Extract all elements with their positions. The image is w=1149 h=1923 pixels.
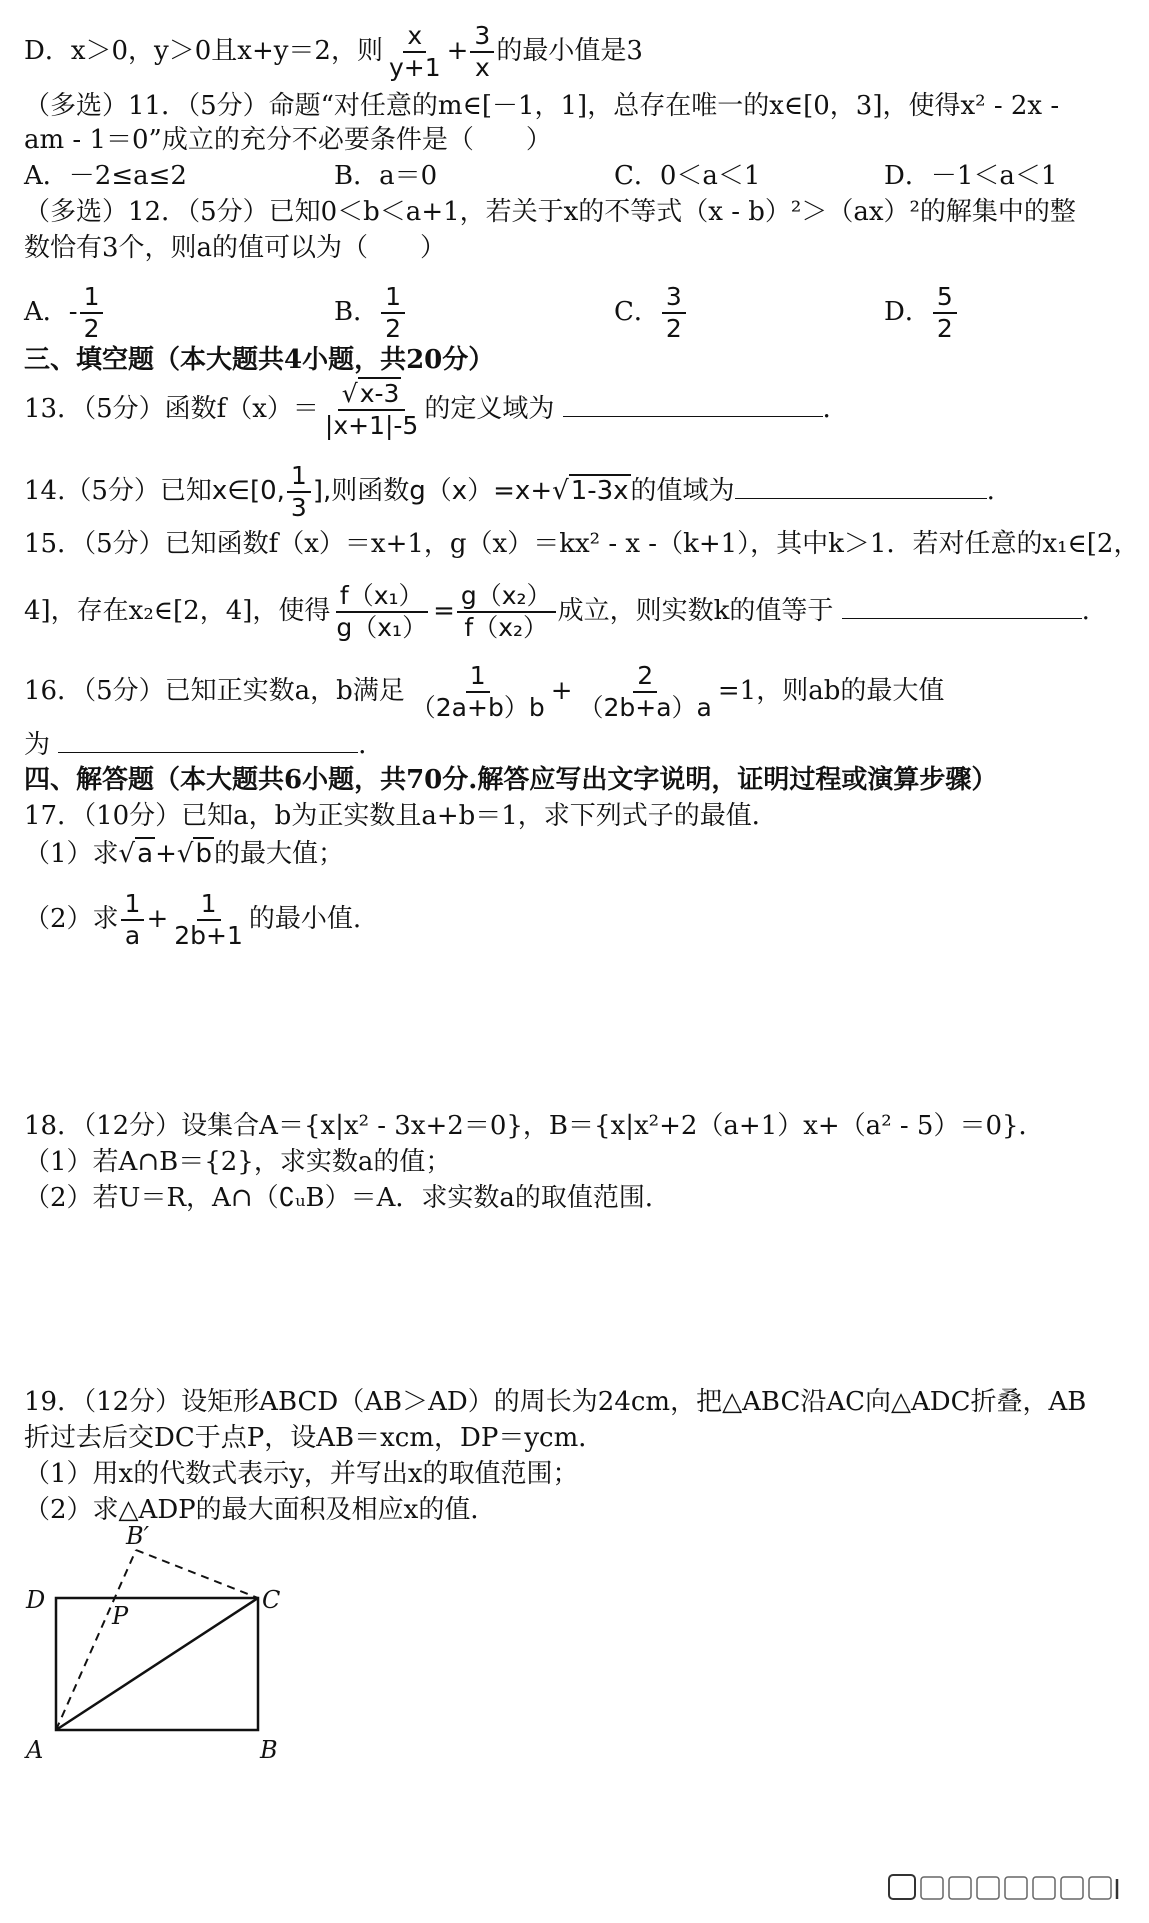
q19-part2: （2）求△ADP的最大面积及相应x的值． [24, 1495, 497, 1525]
q11-line1: （多选）11．（5分）命题“对任意的m∈[－1，1]，总存在唯一的x∈[0，3]，使得x² - 2x - [24, 91, 1060, 121]
equals: = [433, 596, 455, 626]
label-c: C [262, 1586, 281, 1614]
fold-line-b-prime-c [136, 1550, 258, 1598]
denominator: y+1 [388, 53, 441, 82]
denominator: 3 [290, 493, 307, 522]
radicand: b [195, 839, 212, 869]
q14: 14.（5分）已知x∈[0, $\frac{1}{3}$ ],则函数g（x）=x+√1-3x的值域为 . [24, 461, 995, 522]
toolbar-box-icon[interactable] [921, 1877, 943, 1899]
fraction [332, 582, 431, 642]
text: 的最大值； [213, 839, 344, 869]
q16-line2: 为 ． [24, 730, 385, 760]
q16-line1 [24, 662, 944, 722]
numerator: 2 [633, 662, 657, 693]
q12-line1: （多选）12．（5分）已知0＜b＜a+1，若关于x的不等式（x - b）²＞（ax）²的解集中的整 [24, 197, 1076, 227]
denominator: 2 [385, 314, 402, 343]
q12-option-c [614, 283, 688, 343]
plus: + [146, 904, 169, 934]
q12-option-d [884, 283, 959, 343]
q17-part1 [24, 838, 344, 870]
denominator: 2b+1 [174, 921, 243, 950]
q11-option-c: C．0＜a＜1 [614, 161, 761, 191]
q19-line1: 19．（12分）设矩形ABCD（AB＞AD）的周长为24cm，把△ABC沿AC向△ADC折叠，AB [24, 1387, 1087, 1417]
numerator: 1 [466, 662, 490, 693]
text: D．x＞0，y＞0且x+y＝2，则 [24, 36, 383, 66]
label-d: D [26, 1586, 46, 1614]
q13: 13．（5分）函数f（x）＝ $\frac{√x-3}{|x+1|-5}$ 的定义域为 ． [24, 379, 849, 440]
q18-part2: （2）若U＝R，A∩（∁ᵤB）＝A．求实数a的取值范围． [24, 1183, 671, 1213]
radicand: 1-3x [570, 476, 629, 506]
q15-line2: 4]，存在x₂∈[2，4]，使得 $\frac{\text{f（x₁）}}{\text{g（x₁）}}$ = $\frac{\text{g（x₂）}}{\text{f（x₂）}}$ 成立，则实数k的值等于 . [24, 581, 1090, 642]
denominator: 2 [665, 314, 682, 343]
denominator: （2a+b）b [410, 693, 545, 722]
radicand: a [137, 839, 154, 869]
answer-blank [58, 728, 358, 753]
text: 14.（5分）已知 [24, 476, 212, 506]
label-b: B [260, 1736, 278, 1764]
denominator: x [474, 53, 490, 82]
q18-part1: （1）若A∩B＝{2}，求实数a的值； [24, 1147, 452, 1177]
page-toolbar[interactable] [887, 1869, 1127, 1903]
toolbar-box-icon[interactable] [1089, 1877, 1111, 1899]
text: 的最小值是3 [496, 36, 643, 66]
q19-line2: 折过去后交DC于点P，设AB＝xcm，DP＝ycm． [24, 1423, 605, 1453]
denominator: （2b+a）a [578, 693, 712, 722]
fraction [385, 22, 445, 82]
q19-part1: （1）用x的代数式表示y，并写出x的取值范围； [24, 1459, 579, 1489]
denominator: g（x₁） [336, 613, 428, 642]
label: C． [614, 297, 660, 327]
q17-part2 [24, 890, 361, 950]
q11-line2: am - 1＝0”成立的充分不必要条件是（ ） [24, 125, 552, 155]
bracket: ], [312, 476, 332, 506]
radicand: x-3 [359, 379, 400, 408]
q10-option-d [24, 22, 643, 82]
fraction [470, 22, 494, 82]
fraction [121, 890, 145, 950]
text: （1）求 [24, 839, 119, 869]
numerator: 1 [197, 890, 221, 921]
sign: - [68, 297, 78, 327]
text: 的定义域为 [424, 394, 555, 424]
text: 4]，存在x₂∈[2，4]，使得 [24, 596, 331, 626]
numerator: g（x₂） [457, 582, 556, 613]
q12-line2: 数恰有3个，则a的值可以为（ ） [24, 233, 447, 263]
q11-option-a: A．－2≤a≤2 [24, 161, 187, 191]
q12-option-a [24, 283, 105, 343]
function-text: g（x）=x+ [409, 476, 553, 506]
q15-line1: 15．（5分）已知函数f（x）＝x+1，g（x）＝kx² - x -（k+1），其中k＞1．若对任意的x₁∈[2， [24, 529, 1140, 559]
fraction [381, 283, 405, 343]
text: 的值域为 [630, 476, 735, 506]
label: B． [334, 297, 380, 327]
label-a: A [26, 1736, 44, 1764]
numerator: 1 [80, 283, 104, 314]
fraction [662, 283, 686, 343]
answer-blank [563, 392, 823, 417]
text: 成立，则实数k的值等于 [557, 596, 834, 626]
numerator: 1 [381, 283, 405, 314]
label: D． [884, 297, 931, 327]
radical: √a [118, 839, 154, 869]
answer-blank [735, 474, 987, 499]
toolbar-box-icon[interactable] [1033, 1877, 1055, 1899]
toolbar-box-icon[interactable] [1061, 1877, 1083, 1899]
plus: + [446, 36, 469, 66]
denominator: f（x₂） [464, 613, 549, 642]
section-fill-in-heading: 三、填空题（本大题共4小题，共20分） [24, 345, 495, 375]
radical: √b [176, 839, 212, 869]
q17-line1: 17．（10分）已知a，b为正实数且a+b＝1，求下列式子的最值． [24, 801, 778, 831]
numerator: 3 [470, 22, 494, 53]
toolbar-box-icon[interactable] [977, 1877, 999, 1899]
toolbar-box-icon[interactable] [1005, 1877, 1027, 1899]
numerator: f（x₁） [336, 582, 428, 613]
q18-line1: 18．（12分）设集合A＝{x|x² - 3x+2＝0}，B＝{x|x²+2（a+1）x+（a² - 5）＝0}． [24, 1111, 1045, 1141]
text: 为 [24, 730, 51, 760]
denominator: 2 [83, 314, 100, 343]
fraction [170, 890, 247, 950]
rectangle-fold-figure [0, 1520, 340, 1770]
denominator: 2 [936, 314, 953, 343]
toolbar-box-icon[interactable] [949, 1877, 971, 1899]
fraction [287, 462, 311, 522]
q11-option-b: B．a＝0 [334, 161, 438, 191]
q12-option-b [334, 283, 407, 343]
numerator: 3 [662, 283, 686, 314]
section-solve-heading: 四、解答题（本大题共6小题，共70分.解答应写出文字说明，证明过程或演算步骤） [24, 765, 998, 795]
text: 13．（5分）函数f（x）＝ [24, 394, 319, 424]
fraction [457, 582, 556, 642]
radical: √1-3x [552, 476, 629, 506]
toolbar-box-icon[interactable] [889, 1875, 915, 1899]
numerator: 1 [287, 462, 311, 493]
text: 16．（5分）已知正实数a，b满足 [24, 676, 405, 706]
plus: + [155, 839, 177, 869]
fraction [575, 662, 716, 722]
numerator: √x-3 [338, 380, 406, 411]
q11-option-d: D．－1＜a＜1 [884, 161, 1058, 191]
numerator: 1 [121, 890, 145, 921]
text: （2）求 [24, 904, 119, 934]
label-b-prime: B′ [126, 1522, 150, 1550]
label: A． [24, 297, 69, 327]
denominator: |x+1|-5 [324, 411, 419, 440]
fraction [321, 380, 422, 440]
label-p: P [112, 1602, 129, 1630]
fraction [80, 283, 104, 343]
fraction [407, 662, 549, 722]
numerator: 5 [933, 283, 957, 314]
denominator: a [124, 921, 141, 950]
fraction [933, 283, 957, 343]
plus: + [550, 676, 573, 706]
numerator: x [403, 22, 426, 53]
text: 的最小值. [248, 904, 362, 934]
answer-blank [842, 594, 1082, 619]
text: 则函数 [331, 476, 410, 506]
set-text: x∈[0, [211, 476, 285, 506]
text: =1，则ab的最大值 [717, 676, 945, 706]
